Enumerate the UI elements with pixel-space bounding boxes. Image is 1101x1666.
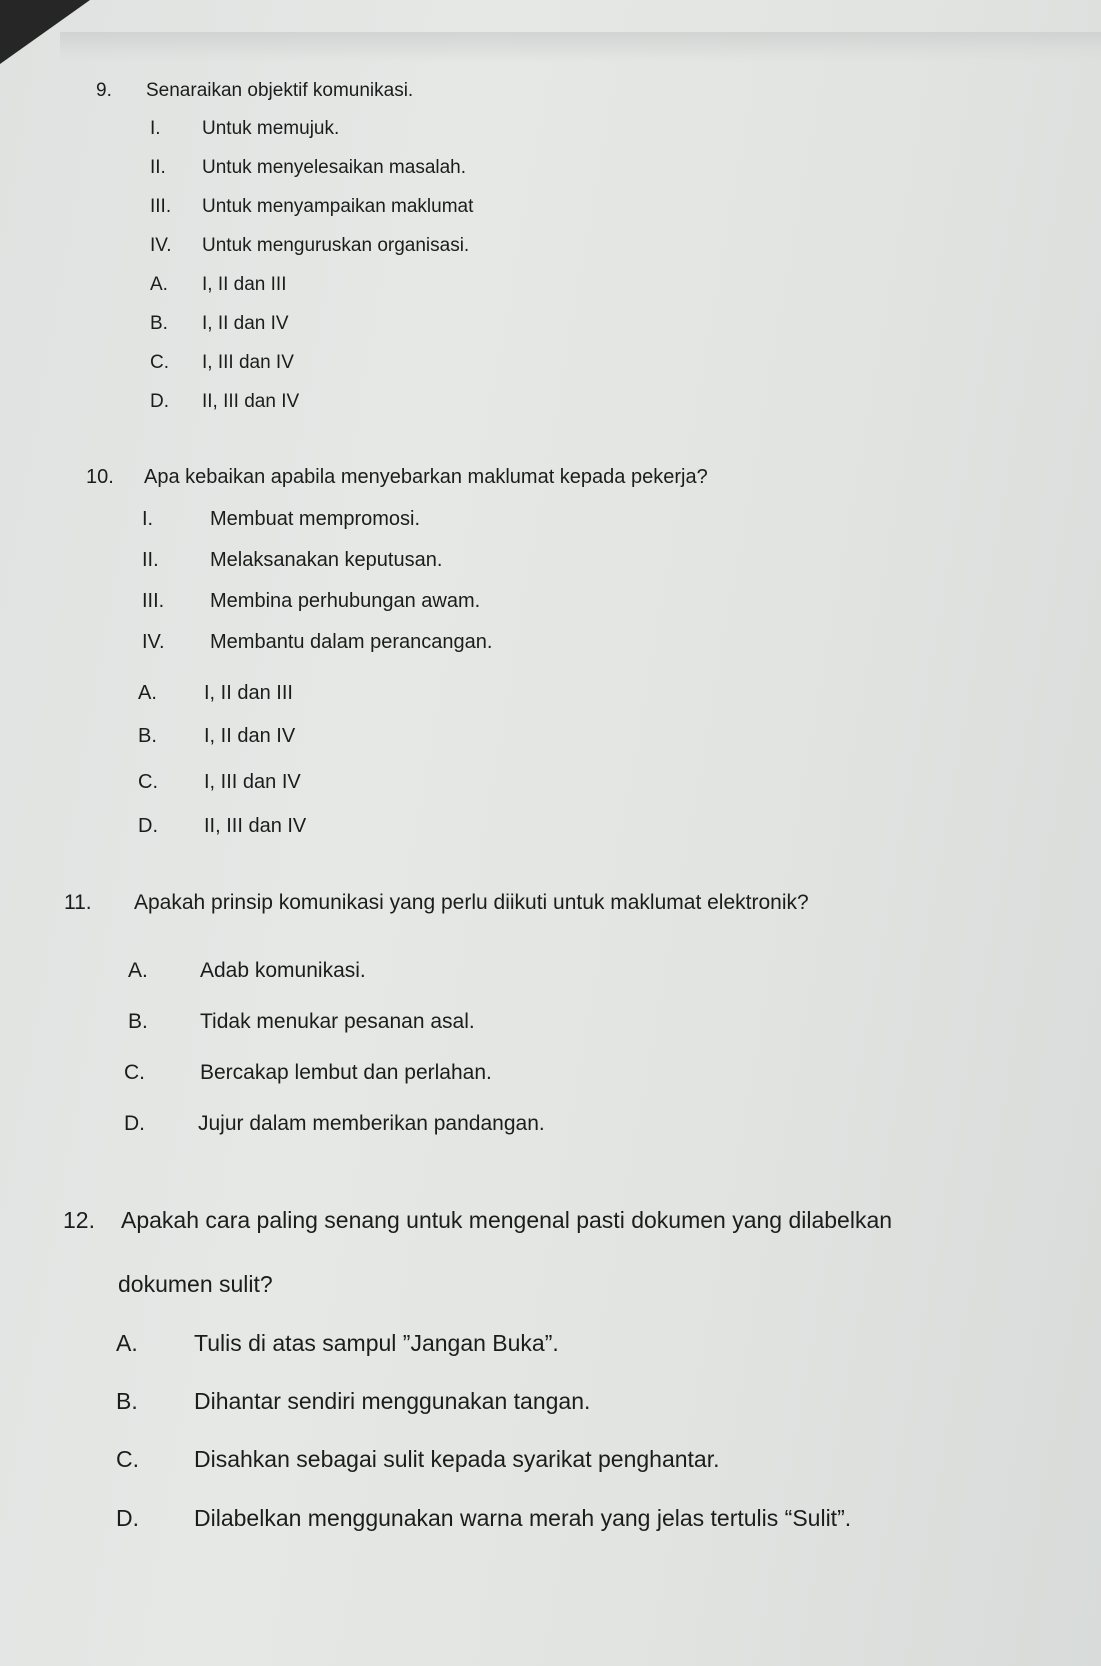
question-11-option-b[interactable]: B. Tidak menukar pesanan asal. xyxy=(128,1010,475,1033)
question-10-statement-2: II. Melaksanakan keputusan. xyxy=(142,549,443,571)
question-10-text: Apa kebaikan apabila menyebarkan maklumat kepada pekerja? xyxy=(144,466,708,488)
question-12-title xyxy=(63,1207,892,1234)
question-10-title xyxy=(86,466,708,489)
question-11-number: 11. xyxy=(64,891,92,914)
question-9-option-c[interactable]: C. I, III dan IV xyxy=(150,352,294,373)
question-9-statement-2: II. Untuk menyelesaikan masalah. xyxy=(150,157,467,178)
question-12-text-line2: dokumen sulit? xyxy=(118,1271,273,1297)
question-9-title xyxy=(96,80,413,102)
question-11-text: Apakah prinsip komunikasi yang perlu diikuti untuk maklumat elektronik? xyxy=(134,891,809,914)
question-11-option-a[interactable]: A. Adab komunikasi. xyxy=(128,959,366,982)
question-9-statement-4: IV. Untuk menguruskan organisasi. xyxy=(150,235,470,256)
question-10-option-c[interactable]: C. I, III dan IV xyxy=(138,771,301,793)
question-9-option-d[interactable]: D. II, III dan IV xyxy=(150,391,300,412)
question-10-number: 10. xyxy=(86,466,114,488)
question-9-option-a[interactable]: A. I, II dan III xyxy=(150,274,287,295)
question-12-option-c[interactable]: C. Disahkan sebagai sulit kepada syarikat penghantar. xyxy=(116,1446,720,1472)
question-10-statement-1: I. Membuat mempromosi. xyxy=(142,508,421,530)
question-10-statement-3: III. Membina perhubungan awam. xyxy=(142,590,481,612)
question-11-option-d[interactable]: D. Jujur dalam memberikan pandangan. xyxy=(124,1112,545,1135)
question-10-option-b[interactable]: B. I, II dan IV xyxy=(138,725,296,747)
question-9-text: Senaraikan objektif komunikasi. xyxy=(146,80,414,101)
question-9-statement-1: I. Untuk memujuk. xyxy=(150,118,340,139)
question-12-option-a[interactable]: A. Tulis di atas sampul ”Jangan Buka”. xyxy=(116,1330,559,1356)
question-10-option-a[interactable]: A. I, II dan III xyxy=(138,682,293,704)
question-9-number: 9. xyxy=(96,80,112,101)
question-11-option-c[interactable]: C. Bercakap lembut dan perlahan. xyxy=(124,1061,492,1084)
question-11-title xyxy=(64,891,809,915)
question-9-statement-3: III. Untuk menyampaikan maklumat xyxy=(150,196,474,217)
question-12-number: 12. xyxy=(63,1207,95,1233)
question-12-option-d[interactable]: D. Dilabelkan menggunakan warna merah yang jelas tertulis “Sulit”. xyxy=(116,1505,852,1531)
question-12-text-line1: Apakah cara paling senang untuk mengenal pasti dokumen yang dilabelkan xyxy=(121,1207,893,1233)
question-10-option-d[interactable]: D. II, III dan IV xyxy=(138,815,307,837)
question-9-option-b[interactable]: B. I, II dan IV xyxy=(150,313,289,334)
question-10-statement-4: IV. Membantu dalam perancangan. xyxy=(142,631,493,653)
question-12-option-b[interactable]: B. Dihantar sendiri menggunakan tangan. xyxy=(116,1388,591,1414)
